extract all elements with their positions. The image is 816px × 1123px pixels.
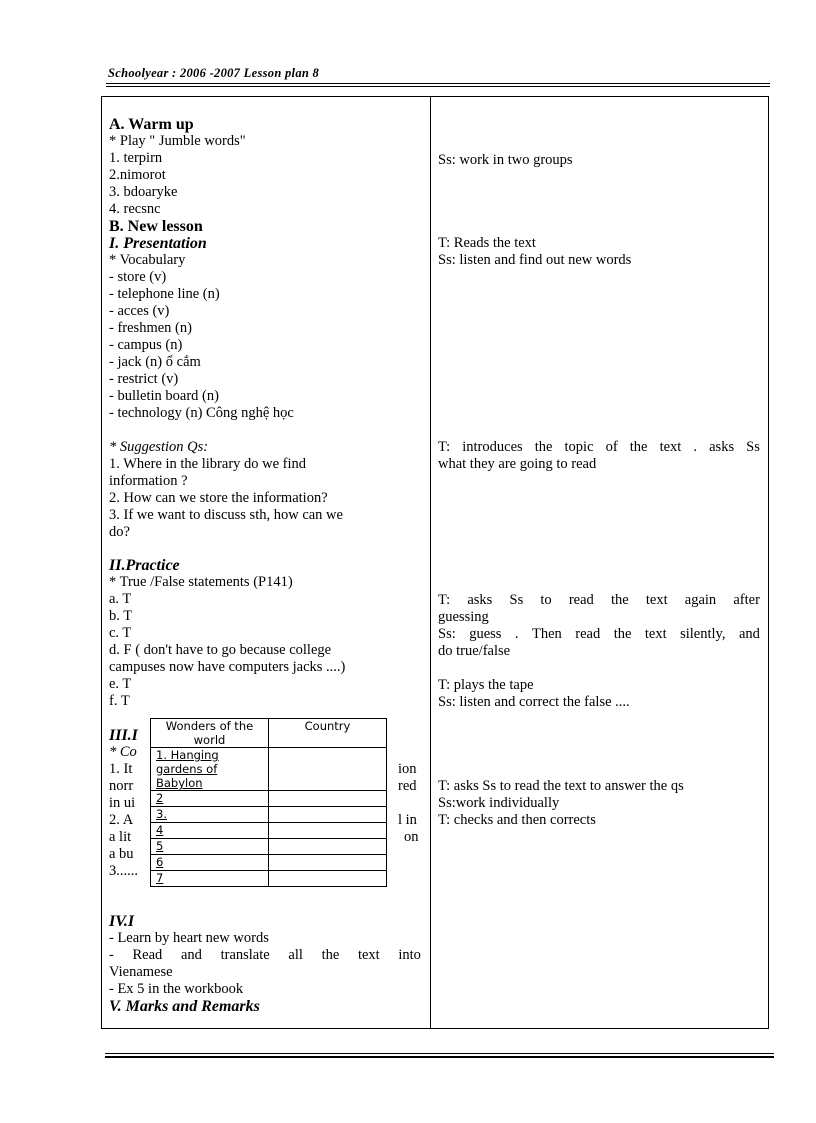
word: Then [532,626,562,642]
vocab-item: - store (v) [109,269,167,285]
teacher-note: T: asks Ss to read the text to answer the qs [438,778,684,794]
wonder-cell: 4 [151,823,269,839]
page-header-title: Schoolyear : 2006 -2007 Lesson plan 8 [108,66,320,80]
tf-answer: f. T [109,693,130,709]
vocab-item: - acces (v) [109,303,170,319]
wonder-cell: 2 [151,791,269,807]
word: translate [220,947,270,963]
production-subheading: * Co [109,744,137,760]
word: Ss [509,592,524,608]
vocab-item: - bulletin board (n) [109,388,219,404]
suggestion-heading: * Suggestion Qs: [109,439,209,455]
vocab-item: - restrict (v) [109,371,179,387]
new-lesson-heading: B. New lesson [109,218,203,235]
table-header-row [151,719,387,748]
country-cell [269,807,387,823]
tf-answer: c. T [109,625,132,641]
table-row [151,855,387,871]
word: again [684,592,717,608]
wonders-table [150,718,387,887]
word: and [180,947,202,963]
production-line: on [404,829,419,845]
vocabulary-heading: * Vocabulary [109,252,186,268]
word: text [357,947,380,963]
production-line: a lit [109,829,132,845]
table-row [151,807,387,823]
wonder-cell: 7 [151,871,269,887]
word: - [109,947,114,963]
teacher-note: what they are going to read [438,456,597,472]
word: into [398,947,421,963]
tf-answer: d. F ( don't have to go because college [109,642,332,658]
remarks-heading: V. Marks and Remarks [109,998,260,1015]
production-line: 3...... [109,863,138,879]
table-row [151,871,387,887]
word: topic [564,439,594,455]
tf-answer: e. T [109,676,132,692]
word: Ss [746,439,760,455]
wonder-cell: 3. [151,807,269,823]
production-line: a bu [109,846,134,862]
wonder-cell: 1. Hanging gardens of Babylon [151,748,269,791]
teacher-note: T: Reads the text [438,235,536,251]
teacher-note: Ss: listen and find out new words [438,252,632,268]
word: asks [467,592,493,608]
practice-heading: II.Practice [109,557,180,574]
teacher-note: Ss: listen and correct the false .... [438,694,630,710]
word: the [534,439,553,455]
production-line: l in [398,812,417,828]
teacher-note: Ss: work in two groups [438,152,573,168]
teacher-note: T: checks and then corrects [438,812,596,828]
table-row [151,823,387,839]
word: the [629,439,648,455]
presentation-heading: I. Presentation [109,235,207,252]
header-rule [106,86,770,87]
jumble-word: 2.nimorot [109,167,166,183]
suggestion-question: 3. If we want to discuss sth, how can we [109,507,343,523]
word: text [644,626,667,642]
word: and [738,626,760,642]
country-cell [269,871,387,887]
word: silently, [680,626,726,642]
true-false-heading: * True /False statements (P141) [109,574,293,590]
word: introduces [462,439,523,455]
wonders-column-header: Wonders of the world [151,719,269,748]
teacher-note: do true/false [438,643,511,659]
wonder-cell: 5 [151,839,269,855]
word: read [575,626,601,642]
homework-item [109,947,421,964]
footer-rule [105,1053,774,1054]
production-line: 1. It [109,761,133,777]
word: after [733,592,760,608]
word: T: [438,592,451,608]
production-line: in ui [109,795,136,811]
production-heading: III.I [109,727,138,744]
word: the [321,947,340,963]
warmup-heading: A. Warm up [109,116,194,133]
word: text [659,439,682,455]
footer-rule [105,1056,774,1058]
vocab-item: - campus (n) [109,337,183,353]
word: all [288,947,303,963]
word: Ss: [438,626,456,642]
country-cell [269,855,387,871]
homework-heading: IV.I [109,913,135,930]
tf-answer: b. T [109,608,133,624]
word: read [568,592,594,608]
warmup-activity: * Play " Jumble words" [109,133,246,149]
production-line: ion [398,761,417,777]
country-cell [269,791,387,807]
jumble-word: 3. bdoaryke [109,184,178,200]
production-line: red [398,778,417,794]
country-column-header: Country [269,719,387,748]
header-rule [106,83,770,84]
suggestion-question: information ? [109,473,188,489]
homework-item: Vienamese [109,964,173,980]
country-cell [269,823,387,839]
word: guess [469,626,502,642]
word: of [605,439,618,455]
teacher-note: T: plays the tape [438,677,534,693]
word: . [514,626,519,642]
jumble-word: 4. recsnc [109,201,161,217]
table-row [151,748,387,791]
word: the [610,592,629,608]
tf-answer: campuses now have computers jacks ....) [109,659,346,675]
production-line: 2. A [109,812,134,828]
tf-answer: a. T [109,591,132,607]
production-line: norr [109,778,134,794]
table-row [151,839,387,855]
word: to [540,592,552,608]
teacher-note [438,592,760,609]
country-cell [269,839,387,855]
jumble-word: 1. terpirn [109,150,163,166]
suggestion-question: 2. How can we store the information? [109,490,328,506]
homework-item: - Learn by heart new words [109,930,269,946]
teacher-note [438,626,760,643]
vocab-item: - technology (n) Công nghệ học [109,405,294,421]
teacher-note: Ss:work individually [438,795,560,811]
suggestion-question: do? [109,524,130,540]
suggestion-question: 1. Where in the library do we find [109,456,307,472]
country-cell [269,748,387,791]
wonder-cell: 6 [151,855,269,871]
column-divider [430,96,431,1029]
word: Read [132,947,163,963]
teacher-note [438,439,760,456]
vocab-item: - telephone line (n) [109,286,220,302]
word: asks [709,439,735,455]
word: . [693,439,698,455]
vocab-item: - freshmen (n) [109,320,192,336]
word: the [613,626,632,642]
word: T: [438,439,451,455]
teacher-note: guessing [438,609,489,625]
vocab-item: - jack (n) ổ cắm [109,354,201,370]
homework-item: - Ex 5 in the workbook [109,981,244,997]
table-row [151,791,387,807]
word: text [645,592,668,608]
